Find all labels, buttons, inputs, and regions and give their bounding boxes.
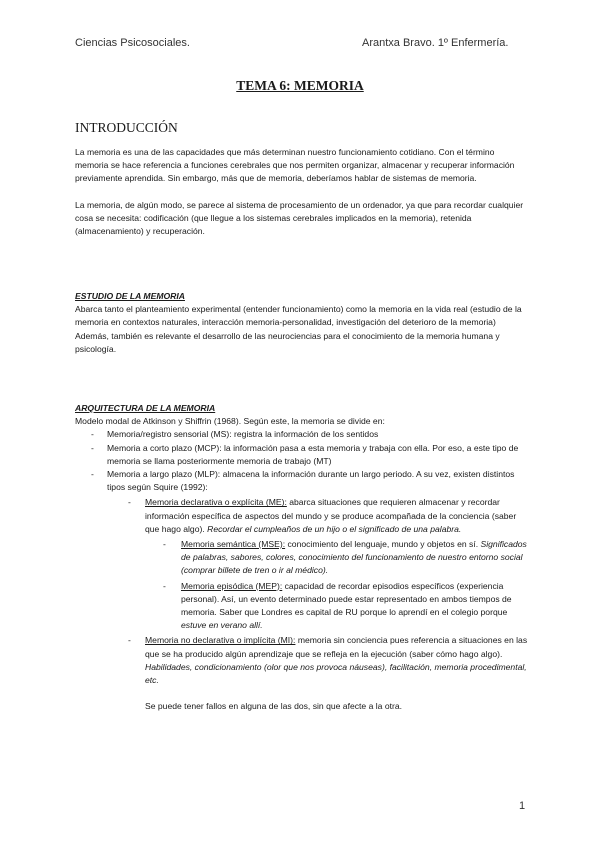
list-item-ms <box>75 428 530 441</box>
mep-term: Memoria episódica (MEP): <box>181 580 283 591</box>
header-course: Ciencias Psicosociales. <box>75 37 190 49</box>
intro-paragraph-1: La memoria es una de las capacidades que más determinan nuestro funcionamiento cotidiano. Con el término memoria se hace referencia a funciones cerebrales que nos permiten organizar, almacenar y recuperar información previamente aprendida. Sin embargo, más que de memoria, deberíamos hablar de sistemas de memoria. <box>75 147 515 184</box>
list-item-mse <box>75 538 530 578</box>
arquitectura-closing: Se puede tener fallos en alguna de las dos, sin que afecte a la otra. <box>145 701 403 712</box>
arquitectura-intro: Modelo modal de Atkinson y Shiffrin (1968). Según este, la memoria se divide en: <box>75 416 385 427</box>
list-item-mi <box>75 634 530 687</box>
me-text: abarca situaciones que requieren almacenar y recordar información específica de aspectos del mundo y se produce acompañada de la conciencia (saber que hago algo). <box>145 497 517 534</box>
ms-text: Memoria/registro sensorial (MS): registra la información de los sentidos <box>107 429 379 440</box>
intro-section <box>75 146 530 238</box>
bullet-dash: - <box>128 497 131 508</box>
mse-text: conocimiento del lenguaje, mundo y objetos en sí. <box>285 539 481 550</box>
mi-text: memoria sin conciencia pues referencia a situaciones en las que se ha producido algún aprendizaje que se refleja en la ejecución (saber cómo hago algo). <box>145 635 528 659</box>
bullet-dash: - <box>163 539 166 550</box>
bullet-dash: - <box>91 429 94 440</box>
header-author: Arantxa Bravo. 1º Enfermería. <box>362 37 509 49</box>
bullet-dash: - <box>91 469 94 480</box>
bullet-dash: - <box>91 442 94 453</box>
estudio-paragraph-1: Abarca tanto el planteamiento experimental (entender funcionamiento) como la memoria en la vida real (estudio de la memoria en contextos naturales, interacción memoria-personalidad, investigación del deterioro de la memoria) <box>75 304 522 328</box>
bullet-dash: - <box>128 635 131 646</box>
page-number: 1 <box>519 800 526 812</box>
me-term: Memoria declarativa o explícita (ME): <box>145 497 287 508</box>
intro-paragraph-2: La memoria, de algún modo, se parece al sistema de procesamiento de un ordenador, ya que para recordar cualquier cosa se necesita: codificación (que llegue a los sistemas cerebrales implicados en la memoria), retenida (almacenamiento) y recuperación. <box>75 199 524 237</box>
estudio-section <box>75 290 530 356</box>
me-example: Recordar el cumpleaños de un hijo o el significado de una palabra. <box>207 523 462 534</box>
mep-text: capacidad de recordar episodios específicos (experiencia personal). Así, un evento determinado puede estar representado en ambos tiempos de memoria. Saber que Londres es capital de RU porque lo aprendí en el colegio porque <box>181 580 512 618</box>
mi-example: Habilidades, condicionamiento (olor que nos provoca náuseas), facilitación, memoria procedimental, etc. <box>145 661 527 686</box>
mse-example: Significados de palabras, sabores, colores, conocimiento del funcionamiento de nuestro entorno social (comprar billete de tren o ir al médico). <box>181 539 527 576</box>
mlp-text: Memoria a largo plazo (MLP): almacena la información durante un largo periodo. A su vez, existen distintos tipos según Squire (1992): <box>107 469 515 493</box>
list-item-me <box>75 496 530 536</box>
page-title: TEMA 6: MEMORIA <box>236 78 364 93</box>
section-heading-estudio: ESTUDIO DE LA MEMORIA <box>75 291 185 301</box>
mep-example: estuve en verano allí. <box>181 620 263 631</box>
arquitectura-section <box>75 402 530 713</box>
list-item-mcp <box>75 442 530 468</box>
list-item-mlp <box>75 468 530 494</box>
bullet-dash: - <box>163 580 166 591</box>
mse-term: Memoria semántica (MSE): <box>181 539 286 550</box>
section-heading-arquitectura: ARQUITECTURA DE LA MEMORIA <box>75 403 216 413</box>
mi-term: Memoria no declarativa o implícita (MI): <box>145 635 296 646</box>
mcp-text: Memoria a corto plazo (MCP): la información pasa a esta memoria y trabaja con ella. Por eso, a este tipo de memoria se llama posteriormente memoria de trabajo (MT) <box>107 442 519 466</box>
section-heading-introduccion: INTRODUCCIÓN <box>75 120 178 135</box>
estudio-paragraph-2: Además, también es relevante el desarrollo de las neurociencias para el conocimiento de la memoria humana y psicología. <box>75 330 500 354</box>
list-item-mep <box>75 580 530 633</box>
